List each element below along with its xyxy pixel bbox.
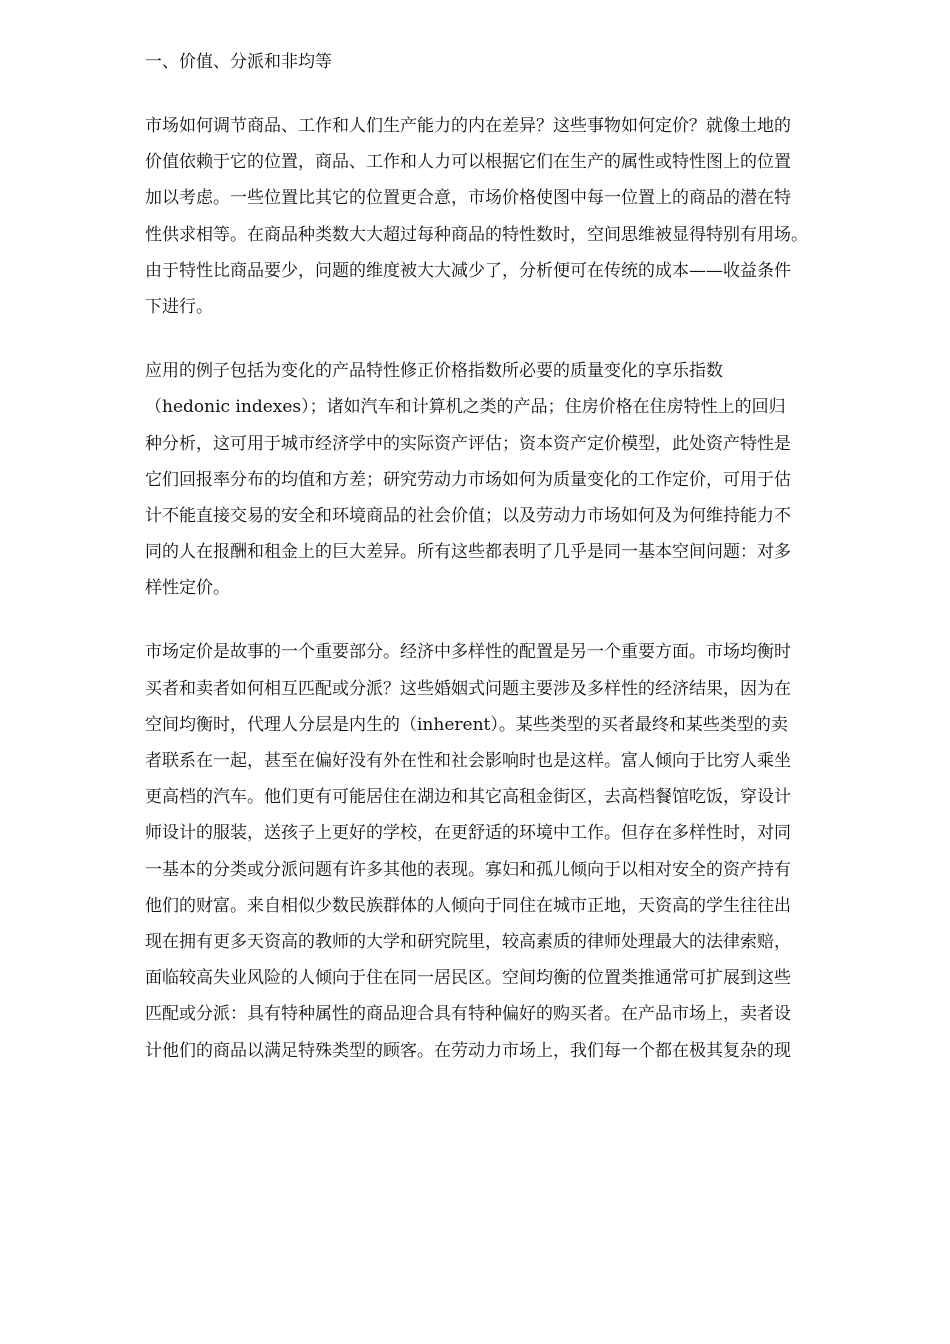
text-line: 现在拥有更多天资高的教师的大学和研究院里，较高素质的律师处理最大的法律索赔，	[145, 931, 791, 952]
text-line: 一基本的分类或分派问题有许多其他的表现。寡妇和孤儿倾向于以相对安全的资产持有	[145, 859, 791, 880]
text-line: 应用的例子包括为变化的产品特性修正价格指数所必要的质量变化的享乐指数	[145, 361, 723, 382]
text-line: 更高档的汽车。他们更有可能居住在湖边和其它高租金街区，去高档餐馆吃饭，穿设计	[145, 787, 791, 808]
document-body	[145, 108, 885, 1069]
text-line: 市场定价是故事的一个重要部分。经济中多样性的配置是另一个重要方面。市场均衡时	[145, 642, 791, 663]
text-line: 买者和卖者如何相互匹配或分派？这些婚姻式问题主要涉及多样性的经济结果，因为在	[145, 678, 791, 699]
text-line: 匹配或分派：具有特种属性的商品迎合具有特种偏好的购买者。在产品市场上，卖者设	[145, 1004, 791, 1025]
text-line: 由于特性比商品要少，问题的维度被大大减少了，分析便可在传统的成本——收益条件	[145, 260, 791, 281]
text-line: 他们的财富。来自相似少数民族群体的人倾向于同住在城市正地，天资高的学生往往出	[145, 895, 791, 916]
text-line: 种分析，这可用于城市经济学中的实际资产评估；资本资产定价模型，此处资产特性是	[145, 433, 791, 454]
text-line: 加以考虑。一些位置比其它的位置更合意，市场价格使图中每一位置上的商品的潜在特	[145, 188, 791, 209]
text-line: 师设计的服装，送孩子上更好的学校，在更舒适的环境中工作。但存在多样性时，对同	[145, 823, 791, 844]
text-line: 面临较高失业风险的人倾向于住在同一居民区。空间均衡的位置类推通常可扩展到这些	[145, 968, 791, 989]
body-paragraph	[145, 108, 885, 325]
document-page	[145, 44, 885, 1097]
text-line: 空间均衡时，代理人分层是内生的（inherent）。某些类型的买者最终和某些类型的卖	[145, 714, 788, 735]
text-line: 样性定价。	[145, 578, 230, 599]
section-heading: 一、价值、分派和非均等	[145, 52, 332, 72]
text-line: 性供求相等。在商品种类数大大超过每种商品的特性数时，空间思维被显得特别有用场。	[145, 224, 808, 245]
text-line: 同的人在报酬和租金上的巨大差异。所有这些都表明了几乎是同一基本空间问题：对多	[145, 542, 791, 563]
text-line: 计不能直接交易的安全和环境商品的社会价值；以及劳动力市场如何及为何维持能力不	[145, 505, 791, 526]
text-line: 者联系在一起，甚至在偏好没有外在性和社会影响时也是这样。富人倾向于比穷人乘坐	[145, 751, 791, 771]
body-paragraph	[145, 634, 885, 1068]
text-line: 市场如何调节商品、工作和人们生产能力的内在差异？这些事物如何定价？就像土地的	[145, 116, 791, 136]
text-line: 计他们的商品以满足特殊类型的顾客。在劳动力市场上，我们每一个都在极其复杂的现	[145, 1040, 791, 1061]
text-line: 价值依赖于它的位置，商品、工作和人力可以根据它们在生产的属性或特性图上的位置	[145, 152, 791, 173]
text-line: 它们回报率分布的均值和方差；研究劳动力市场如何为质量变化的工作定价，可用于估	[145, 469, 791, 490]
text-line: 下进行。	[145, 296, 213, 317]
text-line: （hedonic indexes）；诸如汽车和计算机之类的产品；住房价格在住房特性上的回归	[145, 397, 786, 418]
body-paragraph	[145, 353, 885, 606]
